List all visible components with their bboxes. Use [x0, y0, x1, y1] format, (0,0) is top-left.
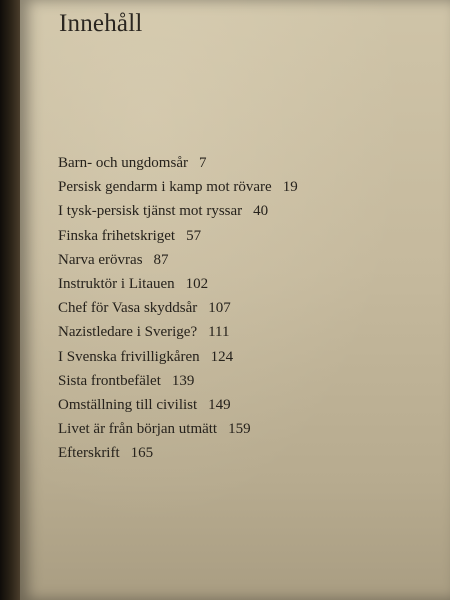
- toc-entry: [58, 199, 298, 223]
- toc-entry: [58, 151, 298, 175]
- toc-entry-page: 87: [153, 251, 169, 268]
- toc-entry-page: 57: [186, 227, 202, 244]
- book-spine: [0, 0, 20, 600]
- toc-entry-page: 102: [185, 275, 209, 292]
- toc-entry-title: Sista frontbefälet: [58, 372, 161, 389]
- toc-entry-title: Efterskrift: [58, 445, 120, 462]
- table-of-contents: [58, 151, 298, 465]
- book-page: [20, 0, 450, 600]
- toc-entry-page: 107: [208, 300, 231, 317]
- toc-entry-title: Finska frihetskriget: [58, 227, 176, 244]
- toc-entry: [58, 296, 298, 320]
- toc-entry-page: 165: [130, 445, 154, 462]
- toc-entry: [58, 369, 298, 393]
- toc-entry-page: 19: [282, 179, 298, 196]
- page-title: Innehåll: [59, 10, 143, 37]
- toc-entry: [58, 320, 298, 344]
- toc-entry: [58, 272, 298, 296]
- toc-entry-title: I Svenska frivilligkåren: [58, 348, 200, 365]
- toc-entry-title: Nazistledare i Sverige?: [58, 324, 198, 341]
- toc-entry: [58, 393, 298, 417]
- toc-entry-page: 111: [208, 324, 230, 341]
- toc-entry-page: 149: [208, 396, 231, 413]
- toc-entry-title: I tysk-persisk tjänst mot ryssar: [58, 203, 243, 220]
- toc-entry: [58, 417, 298, 441]
- toc-entry-page: 124: [210, 348, 234, 365]
- toc-entry: [58, 248, 298, 272]
- toc-entry: [58, 175, 298, 199]
- toc-entry-title: Persisk gendarm i kamp mot rövare: [58, 179, 272, 196]
- toc-entry: [58, 224, 298, 248]
- toc-entry-title: Chef för Vasa skyddsår: [58, 300, 198, 317]
- toc-entry-page: 7: [198, 155, 207, 171]
- toc-entry-page: 139: [171, 372, 195, 389]
- toc-entry-title: Barn- och ungdomsår: [58, 155, 188, 171]
- toc-entry-title: Narva erövras: [58, 251, 143, 268]
- toc-entry-title: Livet är från början utmätt: [58, 421, 218, 438]
- toc-entry-page: 159: [228, 421, 251, 438]
- toc-entry: [58, 345, 298, 369]
- toc-entry-title: Instruktör i Litauen: [58, 275, 175, 292]
- toc-entry-title: Omställning till civilist: [58, 396, 198, 413]
- toc-entry-page: 40: [253, 203, 269, 220]
- toc-entry: [58, 441, 298, 465]
